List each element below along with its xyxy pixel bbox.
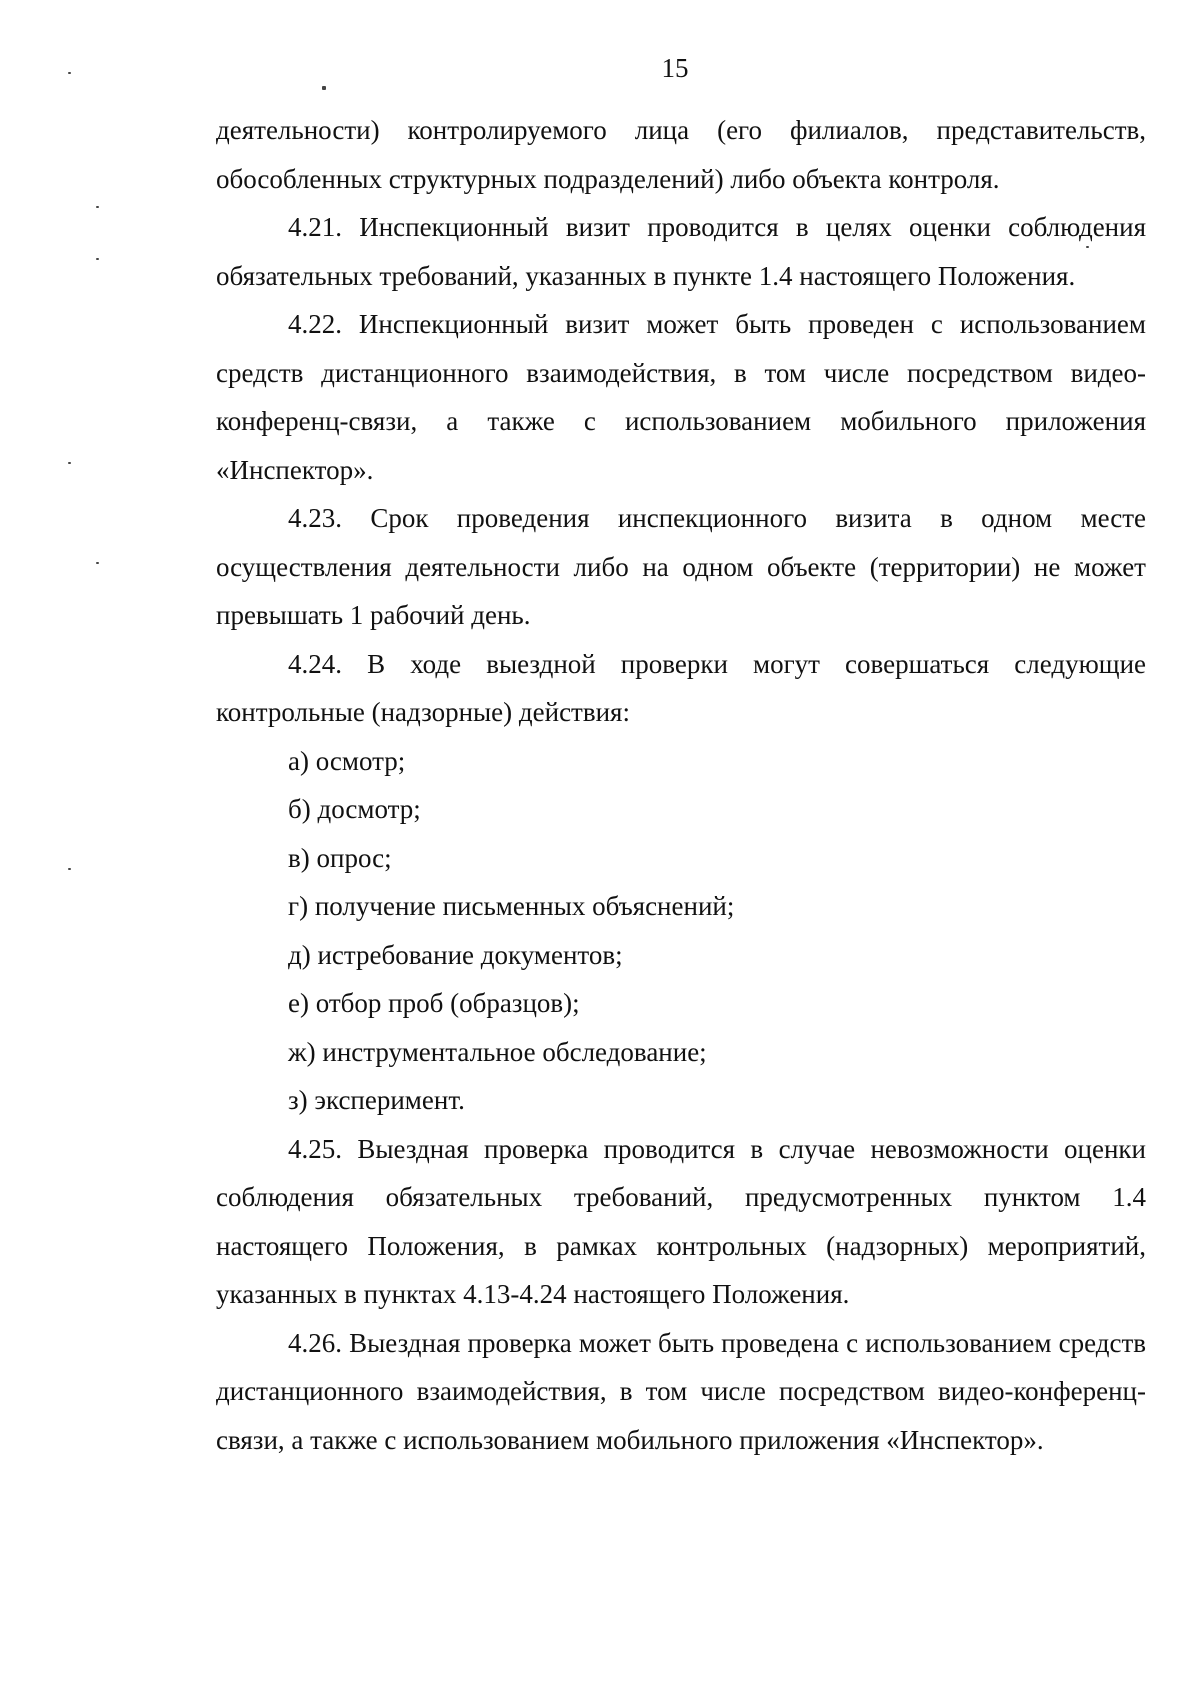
paragraph-4-24: 4.24. В ходе выездной проверки могут совершаться следующие контрольные (надзорные) действия:	[216, 648, 1146, 727]
actions-list	[216, 737, 1146, 1125]
page-number: 15	[661, 53, 689, 83]
scan-speck	[96, 206, 99, 208]
list-item: з) эксперимент.	[288, 1085, 465, 1115]
list-item: д) истребование документов;	[288, 939, 623, 970]
list-item: г) получение письменных объяснений;	[288, 891, 735, 921]
document-body	[216, 106, 1146, 1464]
scan-speck	[96, 562, 99, 564]
list-item: е) отбор проб (образцов);	[288, 988, 580, 1018]
paragraph-4-21: 4.21. Инспекционный визит проводится в целях оценки соблюдения обязательных требований, указанных в пункте 1.4 настоящего Положения.	[216, 212, 1146, 291]
paragraph-4-25: 4.25. Выездная проверка проводится в случае невозможности оценки соблюдения обязательных требований, предусмотренных пунктом 1.4 настоящего Положения, в рамках контрольных (надзорных) мероприятий, указанных в пунктах 4.13-4.24 настоящего Положения.	[216, 1133, 1146, 1309]
list-item: в) опрос;	[288, 842, 392, 873]
scan-speck	[68, 868, 71, 870]
paragraph-continuation: деятельности) контролируемого лица (его филиалов, представительств, обособленных структурных подразделений) либо объекта контроля.	[216, 115, 1146, 194]
paragraph-4-26: 4.26. Выездная проверка может быть проведена с использованием средств дистанционного взаимодействия, в том числе посредством видео-конференц-связи, а также с использованием мобильного приложения «Инспектор».	[216, 1327, 1146, 1455]
list-item: а) осмотр;	[288, 745, 406, 776]
scan-speck	[68, 462, 71, 464]
list-item: б) досмотр;	[288, 794, 421, 824]
list-item: ж) инструментальное обследование;	[288, 1036, 707, 1067]
paragraph-4-22: 4.22. Инспекционный визит может быть проведен с использованием средств дистанционного взаимодействия, в том числе посредством видео-конференц-связи, а также с использованием мобильного приложения «Инспектор».	[216, 309, 1146, 485]
scan-speck	[322, 86, 326, 90]
scan-speck	[96, 258, 99, 260]
paragraph-4-23: 4.23. Срок проведения инспекционного визита в одном месте осуществления деятельности либо на одном объекте (территории) не может превышать 1 рабочий день.	[216, 503, 1146, 630]
